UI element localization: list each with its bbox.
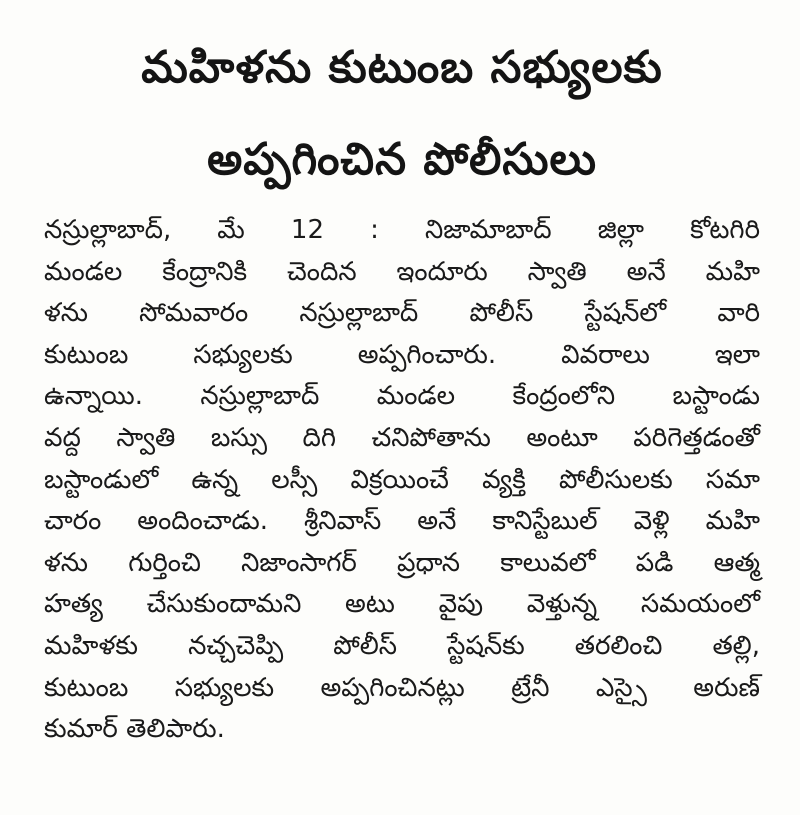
body-line: మహిళకు నచ్చచెప్పి పోలీస్ స్టేషన్‌కు తరలించి తల్లి, bbox=[44, 630, 760, 661]
body-line: కుటుంబ సభ్యులకు అప్పగించారు. వివరాలు ఇలా bbox=[44, 339, 760, 370]
article-body bbox=[44, 210, 760, 751]
body-line: ళను సోమవారం నస్రుల్లాబాద్ పోలీస్ స్టేషన్‌లో వారి bbox=[44, 298, 760, 329]
body-line: మండల కేంద్రానికి చెందిన ఇందూరు స్వాతి అనే మహి bbox=[44, 256, 760, 287]
body-line: నస్రుల్లాబాద్, మే 12 : నిజామాబాద్ జిల్లా కోటగిరి bbox=[44, 215, 760, 245]
body-line: ళను గుర్తించి నిజాంసాగర్ ప్రధాన కాలువలో పడి ఆత్మ bbox=[44, 547, 760, 578]
body-line: బస్టాండులో ఉన్న లస్సీ విక్రయించే వ్యక్తి పోలీసులకు సమా bbox=[44, 464, 760, 495]
body-line: చారం అందించాడు. శ్రీనివాస్ అనే కానిస్టేబుల్ వెళ్లి మహి bbox=[44, 506, 760, 537]
body-line: హత్య చేసుకుందామని అటు వైపు వెళ్తున్న సమయంలో bbox=[44, 589, 760, 620]
body-line: కుటుంబ సభ్యులకు అప్పగించినట్లు ట్రేనీ ఎస్సై అరుణ్ bbox=[44, 672, 760, 703]
body-line-last: కుమార్ తెలిపారు. bbox=[44, 714, 225, 745]
body-line: వద్ద స్వాతి బస్సు దిగి చనిపోతాను అంటూ పరిగెత్తడంతో bbox=[44, 422, 760, 453]
headline-line-1: మహిళను కుటుంబ సభ్యులకు bbox=[141, 42, 663, 93]
headline-line-2: అప్పగించిన పోలీసులు bbox=[207, 134, 597, 185]
headline bbox=[44, 22, 760, 206]
body-line: ఉన్నాయి. నస్రుల్లాబాద్ మండల కేంద్రంలోని బస్టాండు bbox=[44, 381, 760, 412]
